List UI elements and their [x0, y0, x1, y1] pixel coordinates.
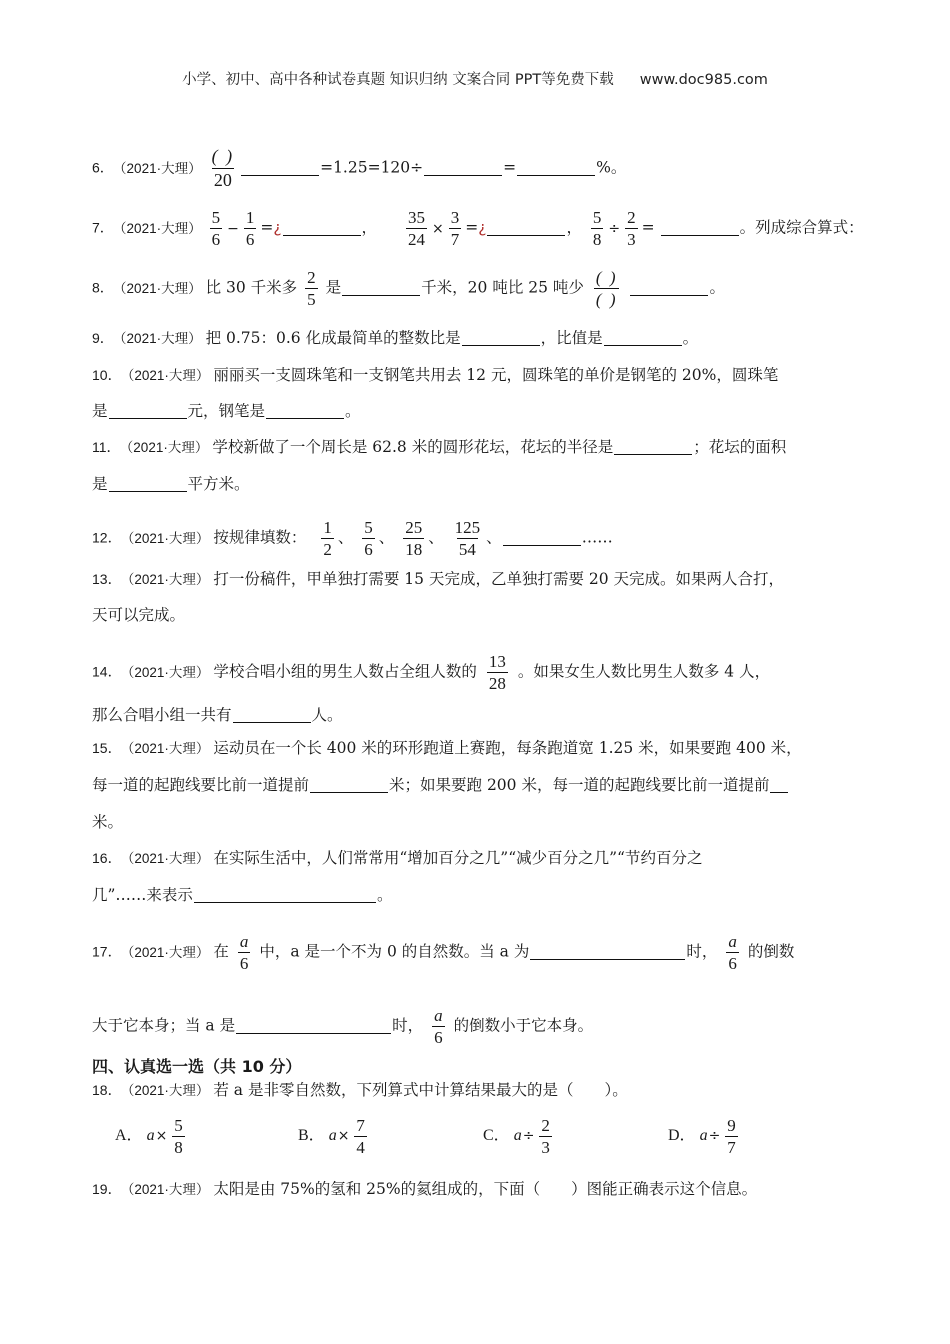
question-19	[92, 1178, 858, 1201]
fraction-denominator: 6	[245, 230, 255, 249]
question-number: 18．	[92, 1082, 122, 1098]
fraction-denominator: 6	[728, 954, 737, 973]
question-text: =	[503, 158, 517, 177]
question-source: （2021·大理）	[119, 220, 202, 236]
question-15-cont-2	[92, 811, 858, 833]
question-source: （2021·大理）	[127, 1182, 210, 1197]
header-text: 小学、初中、高中各种试卷真题 知识归纳 文案合同 PPT等免费下载	[182, 72, 614, 88]
question-10	[92, 364, 858, 387]
question-number: 15．	[92, 740, 122, 756]
answer-blank[interactable]	[109, 402, 187, 419]
question-source: （2021·大理）	[119, 280, 202, 296]
fraction-numerator: 1	[245, 208, 255, 227]
question-source: （2021·大理）	[127, 530, 210, 546]
fraction-numerator: 13	[488, 652, 506, 671]
fraction-denominator: 7	[727, 1138, 736, 1157]
fraction	[403, 518, 424, 559]
fraction-numerator: 25	[405, 518, 423, 537]
question-number: 11．	[92, 439, 121, 455]
answer-blank[interactable]	[614, 438, 692, 455]
question-text: ；花坛的面积	[693, 438, 787, 456]
operator: ÷	[522, 1128, 535, 1145]
question-text: 太阳是由 75%的氢和 25%的氦组成的，下面（ ）图能正确表示这个信息。	[213, 1180, 758, 1198]
question-text: 每一道的起跑线要比前一道提前	[92, 776, 310, 794]
question-source: （2021·大理）	[126, 440, 209, 455]
answer-blank[interactable]	[604, 329, 682, 346]
question-11-cont	[92, 473, 858, 495]
fraction-denominator: 2	[323, 540, 332, 559]
placeholder-glyph: ¿	[478, 218, 487, 237]
operator: ×	[337, 1128, 350, 1145]
header-url[interactable]: www.doc985.com	[639, 72, 768, 88]
punctuation: ，	[361, 218, 378, 237]
question-text: 把 0.75：0.6 化成最简单的整数比是	[205, 329, 461, 347]
question-text: 比 30 千米多	[205, 278, 298, 297]
answer-blank[interactable]	[630, 279, 708, 296]
fraction-numerator: 5	[592, 208, 602, 227]
question-text: ，比值是	[540, 329, 603, 347]
option-c[interactable]	[483, 1116, 556, 1157]
question-number: 16．	[92, 850, 122, 866]
fraction-denominator: 6	[211, 230, 221, 249]
question-text: %。	[596, 158, 627, 177]
question-text: 米。	[92, 813, 124, 831]
question-13-cont	[92, 604, 858, 626]
question-number: 8．	[92, 279, 114, 296]
question-source: （2021·大理）	[127, 368, 210, 383]
page-header	[0, 68, 950, 89]
fraction	[591, 208, 604, 249]
fraction-numerator: ( )	[595, 268, 618, 287]
question-text: 。	[709, 278, 725, 297]
operator: −	[227, 220, 239, 237]
question-text: 学校新做了一个周长是 62.8 米的圆形花坛，花坛的半径是	[212, 438, 614, 456]
question-16-cont	[92, 884, 858, 906]
option-label: D．	[668, 1127, 696, 1145]
fraction-numerator: 7	[356, 1116, 365, 1135]
question-18	[92, 1079, 858, 1102]
fraction-denominator: 6	[434, 1028, 443, 1047]
operator: ×	[155, 1128, 168, 1145]
fraction-denominator: 8	[174, 1138, 183, 1157]
question-text: =1.25=120÷	[320, 158, 424, 177]
question-text: 。	[345, 402, 361, 420]
question-text: 米；如果要跑 200 米，每一道的起跑线要比前一道提前	[389, 776, 770, 794]
fraction-numerator: 125	[454, 518, 481, 537]
question-text: 打一份稿件，甲单独打需要 15 天完成，乙单独打需要 20 天完成。如果两人合打，	[213, 570, 785, 588]
question-text: 中，a 是一个不为 0 的自然数。当 a 为	[259, 942, 530, 961]
fraction-denominator: 3	[627, 230, 636, 249]
fraction	[210, 146, 237, 191]
fraction	[625, 208, 638, 249]
operator: =	[641, 218, 655, 237]
fraction	[244, 208, 257, 249]
question-text: 是	[325, 278, 342, 297]
answer-blank[interactable]	[233, 706, 311, 723]
fraction	[487, 652, 508, 693]
question-source: （2021·大理）	[127, 741, 210, 756]
option-d[interactable]	[668, 1116, 742, 1157]
question-text: 是	[92, 402, 108, 420]
fraction	[726, 932, 739, 973]
option-b[interactable]	[298, 1116, 371, 1157]
answer-blank[interactable]	[503, 529, 581, 546]
question-source: （2021·大理）	[127, 572, 210, 587]
punctuation: 、	[378, 528, 395, 547]
question-text: 那么合唱小组一共有	[92, 706, 232, 724]
fraction	[432, 1006, 445, 1047]
answer-blank[interactable]	[462, 329, 540, 346]
fraction	[594, 268, 620, 309]
question-number: 6．	[92, 159, 114, 176]
question-number: 14．	[92, 663, 122, 680]
question-number: 17．	[92, 943, 122, 960]
question-number: 7．	[92, 219, 114, 236]
question-source: （2021·大理）	[127, 851, 210, 866]
question-source: （2021·大理）	[127, 944, 210, 960]
question-source: （2021·大理）	[119, 160, 202, 176]
placeholder-glyph: ¿	[273, 218, 282, 237]
question-text: 天可以完成。	[92, 606, 186, 624]
fraction-numerator: 5	[174, 1116, 183, 1135]
question-text: 若 a 是非零自然数，下列算式中计算结果最大的是（ ）。	[213, 1081, 628, 1099]
operator: ×	[432, 220, 444, 237]
question-text: 是	[92, 475, 108, 493]
punctuation: 、	[428, 528, 444, 547]
question-text: 人。	[311, 706, 343, 724]
question-17-cont	[92, 1006, 858, 1047]
answer-blank[interactable]	[342, 279, 420, 296]
fraction-denominator: 4	[356, 1138, 365, 1157]
fraction	[172, 1116, 185, 1157]
question-14	[92, 652, 858, 693]
fraction-denominator: 6	[364, 540, 373, 559]
question-17	[92, 932, 858, 973]
question-number: 9．	[92, 330, 114, 346]
option-variable: a	[146, 1127, 155, 1145]
option-label: B．	[298, 1127, 325, 1145]
fraction-denominator: 7	[450, 230, 460, 249]
option-a[interactable]	[115, 1116, 189, 1157]
question-text: 在	[213, 942, 229, 961]
question-14-cont	[92, 704, 858, 726]
question-text: 。列成综合算式：	[739, 218, 864, 237]
question-8	[92, 268, 858, 309]
question-text: 。	[376, 886, 393, 904]
question-text: 运动员在一个长 400 米的环形跑道上赛跑，每条跑道宽 1.25 米，如果要跑 400 米，	[213, 739, 802, 757]
fraction-denominator: 20	[213, 170, 232, 190]
answer-blank[interactable]	[241, 159, 319, 176]
question-text: 的倒数小于它本身。	[453, 1016, 594, 1035]
question-text: 在实际生活中，人们常常用“增加百分之几”“减少百分之几”“节约百分之	[213, 849, 703, 867]
fraction-denominator: 6	[239, 954, 249, 973]
fraction-denominator: 3	[541, 1138, 550, 1157]
question-13	[92, 568, 858, 591]
fraction-denominator: ( )	[595, 290, 618, 309]
question-number: 12．	[92, 529, 122, 546]
question-text: ……	[581, 528, 613, 547]
answer-blank[interactable]	[109, 475, 187, 492]
section-heading: 四、认真选一选（共 10 分）	[92, 1057, 302, 1076]
fraction	[725, 1116, 738, 1157]
question-6	[92, 146, 858, 191]
question-text: 平方米。	[187, 475, 250, 493]
question-text: 千米，20 吨比 25 吨少	[421, 278, 584, 297]
answer-blank[interactable]	[770, 776, 788, 793]
question-15	[92, 737, 858, 760]
fraction-numerator: 35	[408, 208, 425, 227]
question-9	[92, 327, 858, 350]
question-text: 元，钢笔是	[187, 402, 266, 420]
fraction	[238, 932, 251, 973]
answer-blank[interactable]	[266, 402, 344, 419]
option-variable: a	[699, 1127, 708, 1145]
answer-blank[interactable]	[517, 159, 595, 176]
answer-blank[interactable]	[487, 219, 565, 236]
punctuation: 、	[486, 528, 502, 547]
answer-blank[interactable]	[236, 1017, 391, 1034]
question-number: 13．	[92, 571, 122, 587]
question-10-cont	[92, 400, 858, 422]
fraction-numerator: 9	[727, 1116, 736, 1135]
question-text: 时，	[686, 942, 718, 961]
question-text: 。	[682, 329, 699, 347]
punctuation: 、	[337, 528, 354, 547]
question-number: 19．	[92, 1181, 122, 1197]
question-source: （2021·大理）	[127, 664, 210, 680]
answer-blank[interactable]	[424, 159, 502, 176]
question-text: 的倒数	[747, 942, 795, 961]
fraction-numerator: a	[728, 932, 737, 951]
operator: =	[465, 218, 479, 237]
fraction	[354, 1116, 367, 1157]
fraction-numerator: a	[239, 932, 249, 951]
operator: =	[260, 218, 274, 237]
punctuation: ，	[566, 218, 582, 237]
question-text: 大于它本身；当 a 是	[92, 1016, 236, 1035]
option-label: C．	[483, 1127, 510, 1145]
fraction	[321, 518, 334, 559]
fraction	[305, 268, 318, 309]
question-12	[92, 518, 858, 559]
option-variable: a	[328, 1127, 337, 1145]
fraction	[453, 518, 483, 559]
question-text: 几”……来表示	[92, 886, 193, 904]
question-text: 学校合唱小组的男生人数占全组人数的	[213, 662, 477, 681]
fraction	[449, 208, 462, 249]
fraction	[406, 208, 427, 249]
fraction-numerator: 2	[541, 1116, 550, 1135]
fraction-denominator: 24	[408, 230, 425, 249]
fraction-numerator: 5	[364, 518, 373, 537]
fraction-denominator: 8	[592, 230, 602, 249]
question-text: 按规律填数：	[213, 528, 307, 547]
fraction-denominator: 5	[307, 290, 316, 309]
answer-blank[interactable]	[661, 219, 739, 236]
option-label: A．	[115, 1127, 143, 1145]
fraction-numerator: 3	[450, 208, 460, 227]
fraction-numerator: ( )	[211, 146, 235, 166]
question-source: （2021·大理）	[127, 1083, 210, 1098]
question-11	[92, 436, 858, 459]
fraction	[539, 1116, 552, 1157]
option-variable: a	[513, 1127, 522, 1145]
question-16	[92, 847, 858, 870]
question-15-cont	[92, 774, 858, 796]
question-number: 10．	[92, 367, 122, 383]
operator: ÷	[608, 220, 621, 237]
fraction-denominator: 28	[488, 674, 506, 693]
answer-blank[interactable]	[530, 943, 685, 960]
operator: ÷	[708, 1128, 721, 1145]
fraction-denominator: 18	[405, 540, 423, 559]
fraction-numerator: 2	[627, 208, 636, 227]
question-source: （2021·大理）	[119, 331, 202, 346]
answer-blank[interactable]	[194, 886, 376, 903]
question-text: 。如果女生人数比男生人数多 4 人，	[517, 662, 771, 681]
question-text: 时，	[392, 1016, 424, 1035]
fraction-numerator: 1	[323, 518, 332, 537]
fraction-numerator: 2	[307, 268, 316, 287]
fraction	[210, 208, 223, 249]
fraction-numerator: 5	[211, 208, 221, 227]
question-7	[92, 208, 864, 249]
answer-blank[interactable]	[283, 219, 361, 236]
fraction-numerator: a	[434, 1006, 443, 1025]
question-text: 丽丽买一支圆珠笔和一支钢笔共用去 12 元，圆珠笔的单价是钢笔的 20%，圆珠笔	[213, 366, 779, 384]
fraction-denominator: 54	[458, 540, 476, 559]
answer-blank[interactable]	[310, 776, 388, 793]
fraction	[362, 518, 375, 559]
